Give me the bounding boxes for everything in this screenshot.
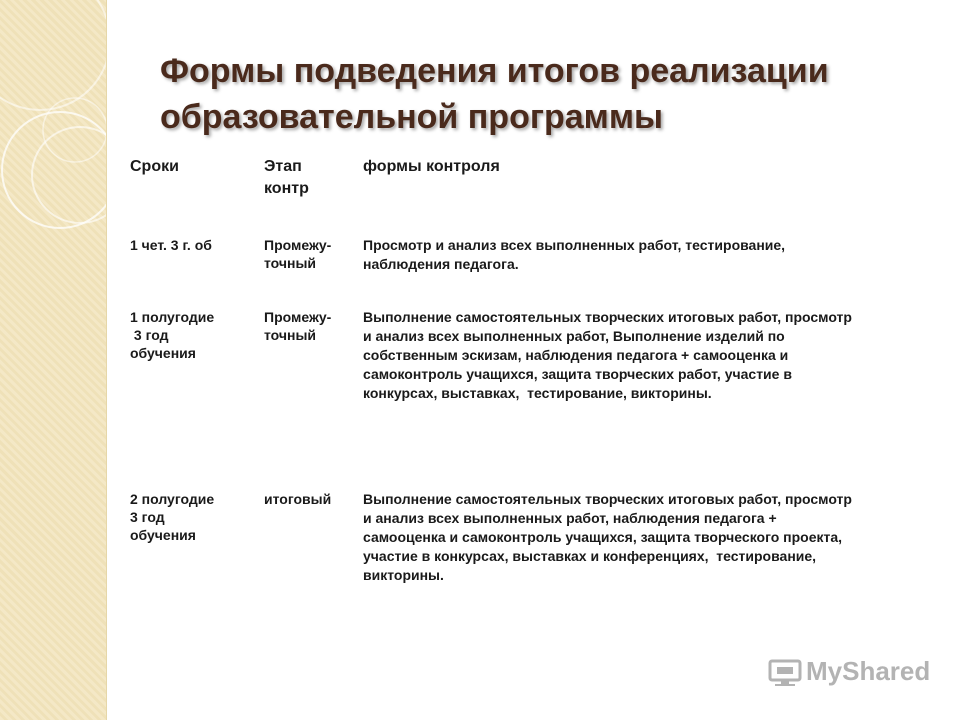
decorative-circles <box>0 0 106 720</box>
row-3-forms-line: и анализ всех выполненных работ, наблюдения педагога + <box>363 510 777 526</box>
table-row <box>130 308 930 490</box>
row-3-term-line: 2 полугодие <box>130 491 215 507</box>
row-1-forms-line: Просмотр и анализ всех выполненных работ, тестирование, <box>363 237 786 253</box>
row-2-term <box>130 308 255 362</box>
table-row <box>130 490 930 600</box>
header-stage <box>264 156 354 200</box>
row-2-term-line: обучения <box>130 345 196 361</box>
row-2-stage-line: точный <box>264 327 317 343</box>
row-1-stage-line: точный <box>264 255 317 271</box>
row-3-forms-line: викторины. <box>363 567 444 583</box>
control-forms-table <box>130 156 930 600</box>
row-3-forms-line: Выполнение самостоятельных творческих итоговых работ, просмотр <box>363 491 852 507</box>
row-1-stage <box>264 236 354 272</box>
row-3-term-line: 3 год <box>130 509 165 525</box>
row-3-term <box>130 490 255 544</box>
row-3-forms-line: самооценка и самоконтроль учащихся, защита творческого проекта, <box>363 529 843 545</box>
row-1-term-line: 1 чет. 3 г. об <box>130 237 212 253</box>
header-stage-line-1: Этап <box>264 158 302 175</box>
header-control-forms: формы контроля <box>363 158 500 175</box>
myshared-logo-icon <box>768 657 802 687</box>
slide-title-line-2: образовательной программы <box>160 98 664 136</box>
myshared-watermark <box>768 656 930 687</box>
row-2-forms-line: самоконтроль учащихся, защита творческих работ, участие в <box>363 366 792 382</box>
row-1-forms-line: наблюдения педагога. <box>363 256 519 272</box>
row-2-forms <box>363 308 933 403</box>
row-2-forms-line: Выполнение самостоятельных творческих итоговых работ, просмотр <box>363 309 852 325</box>
row-2-forms-line: собственным эскизам, наблюдения педагога + самооценка и <box>363 347 789 363</box>
row-3-forms <box>363 490 933 585</box>
row-2-term-line: 3 год <box>130 327 169 343</box>
row-2-forms-line: и анализ всех выполненных работ, Выполнение изделий по <box>363 328 785 344</box>
row-1-term <box>130 236 255 254</box>
table-header-row <box>130 156 930 220</box>
row-3-stage-line: итоговый <box>264 491 332 507</box>
row-2-stage <box>264 308 354 344</box>
row-2-forms-line: конкурсах, выставках, тестирование, викторины. <box>363 385 712 401</box>
slide-title-line-1: Формы подведения итогов реализации <box>160 52 829 90</box>
watermark-text: MyShared <box>806 656 931 686</box>
row-2-stage-line: Промежу- <box>264 309 332 325</box>
decorative-side-panel <box>0 0 107 720</box>
row-1-forms <box>363 236 933 274</box>
slide-title <box>160 48 920 140</box>
header-terms: Сроки <box>130 158 179 175</box>
table-row <box>130 236 930 308</box>
row-2-term-line: 1 полугодие <box>130 309 215 325</box>
header-stage-line-2: контр <box>264 180 309 197</box>
row-1-stage-line: Промежу- <box>264 237 332 253</box>
row-3-forms-line: участие в конкурсах, выставках и конференциях, тестирование, <box>363 548 817 564</box>
row-3-term-line: обучения <box>130 527 196 543</box>
row-3-stage <box>264 490 354 508</box>
